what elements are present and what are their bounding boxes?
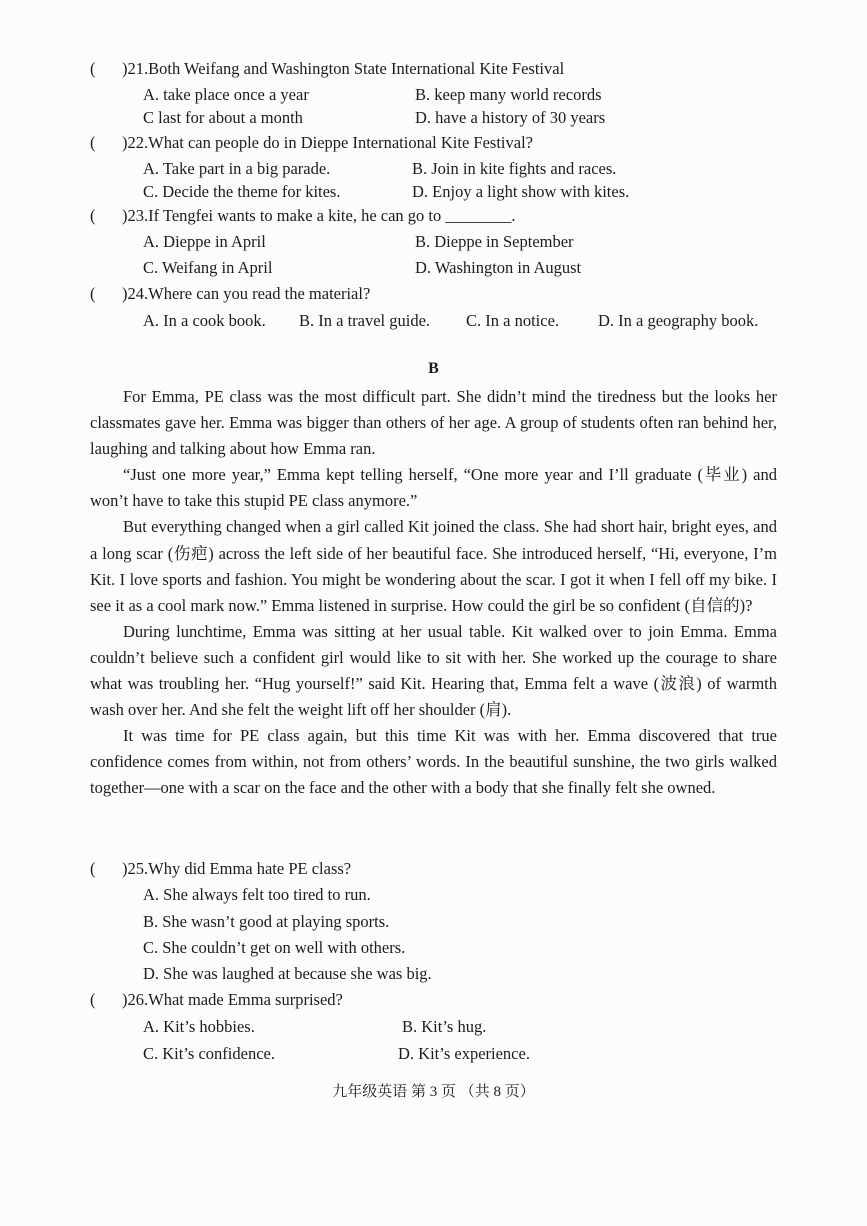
option-d: D. have a history of 30 years (415, 108, 606, 127)
option-d: D. She was laughed at because she was big. (143, 964, 432, 983)
option-b: B. Join in kite fights and races. (412, 159, 617, 178)
question-24 (90, 283, 370, 305)
option-a: A. take place once a year (143, 85, 309, 104)
option-c: C. In a notice. (466, 311, 560, 330)
passage-paragraph: But everything changed when a girl called Kit joined the class. She had short hair, bright eyes, and a long scar (伤疤) across the left side of her beautiful face. She introduced herself, “Hi, everyone, I’m Kit. I love sports and fashion. You might be wondering about the scar. I got it when I fell off my bike. I see it as a cool mark now.” Emma listened in surprise. How could the girl be so confident (自信的)? (90, 517, 777, 615)
answer-bracket: ( (90, 206, 96, 225)
question-21 (90, 58, 564, 80)
answer-bracket: ( (90, 859, 96, 878)
question-25 (90, 858, 351, 880)
question-stem: )23.If Tengfei wants to make a kite, he can go to ________. (122, 206, 516, 225)
option-b: B. In a travel guide. (299, 311, 431, 330)
option-b: B. Kit’s hug. (402, 1017, 487, 1036)
passage-paragraph: It was time for PE class again, but this time Kit was with her. Emma discovered that true confidence comes from within, not from others’ words. In the beautiful sunshine, the two girls walked together—one with a scar on the face and the other with a body that she finally felt she owned. (90, 726, 777, 798)
option-d: D. Kit’s experience. (398, 1044, 530, 1063)
answer-bracket: ( (90, 284, 96, 303)
option-b: B. She wasn’t good at playing sports. (143, 912, 390, 931)
question-22 (90, 132, 533, 154)
answer-bracket: ( (90, 133, 96, 152)
option-c: C. Decide the theme for kites. (143, 182, 341, 201)
option-b: B. Dieppe in September (415, 232, 574, 251)
passage-paragraph: For Emma, PE class was the most difficult part. She didn’t mind the tiredness but the looks her classmates gave her. Emma was bigger than others of her age. A group of students often ran behind her, laughing and talking about how Emma ran. (90, 387, 777, 459)
question-stem: )25.Why did Emma hate PE class? (122, 859, 352, 878)
question-23 (90, 205, 516, 227)
question-stem: )21.Both Weifang and Washington State International Kite Festival (122, 59, 565, 78)
question-stem: )26.What made Emma surprised? (122, 990, 343, 1009)
answer-bracket: ( (90, 990, 96, 1009)
option-c: C. She couldn’t get on well with others. (143, 938, 406, 957)
question-26 (90, 989, 343, 1011)
section-heading: B (428, 360, 439, 377)
option-d: D. Washington in August (415, 258, 582, 277)
reading-passage (90, 384, 777, 802)
option-c: C. Weifang in April (143, 258, 273, 277)
question-stem: )22.What can people do in Dieppe International Kite Festival? (122, 133, 533, 152)
option-a: A. In a cook book. (143, 311, 266, 330)
option-a: A. Take part in a big parade. (143, 159, 331, 178)
option-c: C last for about a month (143, 108, 303, 127)
option-d: D. Enjoy a light show with kites. (412, 182, 630, 201)
answer-bracket: ( (90, 59, 96, 78)
passage-paragraph: During lunchtime, Emma was sitting at her usual table. Kit walked over to join Emma. Emma couldn’t believe such a confident girl would like to sit with her. She worked up the courage to share what was troubling her. “Hug yourself!” said Kit. Hearing that, Emma felt a wave (波浪) of warmth wash over her. And she felt the weight lift off her shoulder (肩). (90, 621, 777, 720)
option-c: C. Kit’s confidence. (143, 1044, 275, 1063)
page-footer: 九年级英语 第 3 页 （共 8 页） (332, 1084, 535, 1100)
question-stem: )24.Where can you read the material? (122, 284, 371, 303)
option-d: D. In a geography book. (598, 311, 759, 330)
option-a: A. She always felt too tired to run. (143, 885, 371, 904)
passage-paragraph: “Just one more year,” Emma kept telling herself, “One more year and I’ll graduate (毕业) and won’t have to take this stupid PE class anymore.” (90, 465, 777, 511)
option-a: A. Kit’s hobbies. (143, 1017, 255, 1036)
option-b: B. keep many world records (415, 85, 602, 104)
option-a: A. Dieppe in April (143, 232, 266, 251)
